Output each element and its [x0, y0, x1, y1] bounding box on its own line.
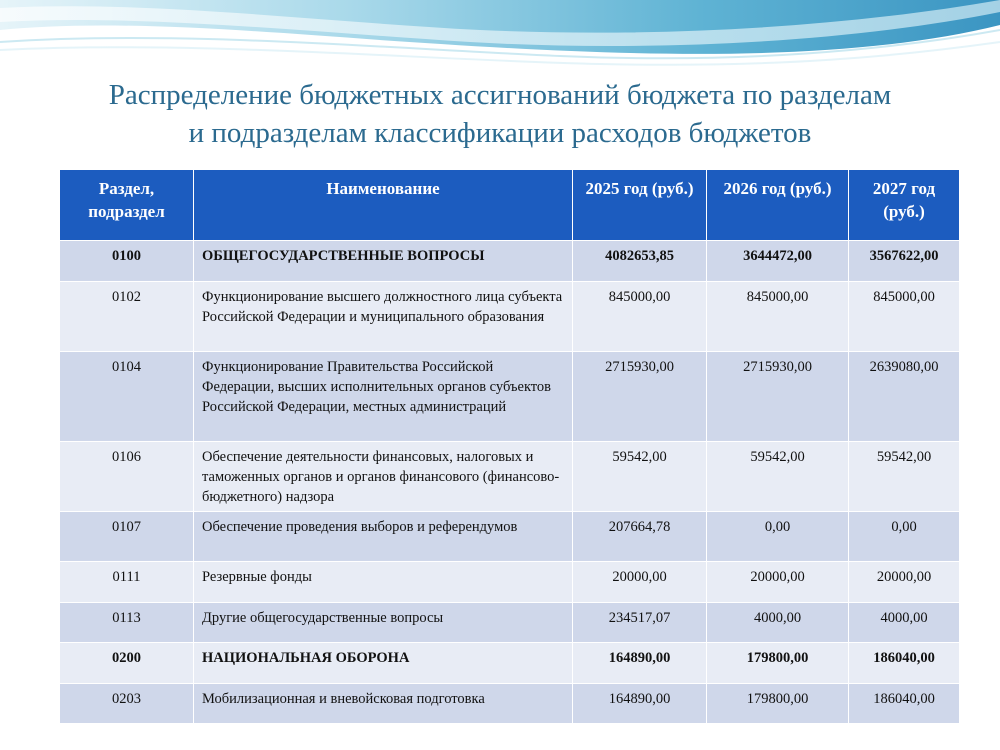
cell-code: 0111 [60, 562, 194, 603]
cell-2025: 4082653,85 [573, 241, 707, 282]
cell-2025: 164890,00 [573, 684, 707, 724]
budget-table [59, 169, 960, 724]
header-name: Наименование [194, 170, 573, 241]
cell-name: Мобилизационная и вневойсковая подготовка [194, 684, 573, 724]
cell-2027: 186040,00 [849, 684, 960, 724]
cell-2025: 207664,78 [573, 512, 707, 562]
cell-name: НАЦИОНАЛЬНАЯ ОБОРОНА [194, 643, 573, 684]
cell-name: Другие общегосударственные вопросы [194, 603, 573, 643]
cell-2027: 2639080,00 [849, 352, 960, 442]
cell-2026: 20000,00 [707, 562, 849, 603]
cell-2025: 845000,00 [573, 282, 707, 352]
cell-name: Резервные фонды [194, 562, 573, 603]
cell-name: Обеспечение деятельности финансовых, налоговых и таможенных органов и органов финансового (финансово-бюджетного) надзора [194, 442, 573, 512]
cell-2027: 20000,00 [849, 562, 960, 603]
table-row [60, 352, 960, 442]
cell-code: 0106 [60, 442, 194, 512]
table-row [60, 643, 960, 684]
cell-code: 0200 [60, 643, 194, 684]
title-line-1: Распределение бюджетных ассигнований бюджета по разделам [108, 79, 892, 111]
cell-name: Функционирование Правительства Российской Федерации, высших исполнительных органов субъектов Российской Федерации, местных администраций [194, 352, 573, 442]
table-row [60, 442, 960, 512]
cell-code: 0107 [60, 512, 194, 562]
table-row [60, 241, 960, 282]
header-2027: 2027 год (руб.) [849, 170, 960, 241]
cell-code: 0203 [60, 684, 194, 724]
cell-2026: 845000,00 [707, 282, 849, 352]
cell-2027: 845000,00 [849, 282, 960, 352]
cell-2025: 20000,00 [573, 562, 707, 603]
cell-name: ОБЩЕГОСУДАРСТВЕННЫЕ ВОПРОСЫ [194, 241, 573, 282]
cell-2027: 0,00 [849, 512, 960, 562]
cell-name: Функционирование высшего должностного лица субъекта Российской Федерации и муниципального образования [194, 282, 573, 352]
cell-2027: 3567622,00 [849, 241, 960, 282]
cell-2026: 3644472,00 [707, 241, 849, 282]
title-line-2: и подразделам классификации расходов бюджетов [188, 117, 812, 149]
cell-code: 0104 [60, 352, 194, 442]
cell-2026: 2715930,00 [707, 352, 849, 442]
cell-code: 0102 [60, 282, 194, 352]
table-row [60, 684, 960, 724]
table-header-row [60, 170, 960, 241]
table-row [60, 603, 960, 643]
wave-banner [0, 0, 1000, 80]
header-2026: 2026 год (руб.) [707, 170, 849, 241]
cell-code: 0113 [60, 603, 194, 643]
cell-name: Обеспечение проведения выборов и референдумов [194, 512, 573, 562]
cell-2025: 2715930,00 [573, 352, 707, 442]
cell-2027: 4000,00 [849, 603, 960, 643]
cell-2025: 59542,00 [573, 442, 707, 512]
cell-2026: 179800,00 [707, 684, 849, 724]
cell-2026: 4000,00 [707, 603, 849, 643]
table-row [60, 562, 960, 603]
header-2025: 2025 год (руб.) [573, 170, 707, 241]
table-row [60, 512, 960, 562]
cell-2025: 164890,00 [573, 643, 707, 684]
cell-2027: 59542,00 [849, 442, 960, 512]
header-code: Раздел, подраздел [60, 170, 194, 241]
page-title [0, 76, 1000, 152]
cell-2026: 59542,00 [707, 442, 849, 512]
cell-2027: 186040,00 [849, 643, 960, 684]
cell-2025: 234517,07 [573, 603, 707, 643]
cell-2026: 0,00 [707, 512, 849, 562]
cell-code: 0100 [60, 241, 194, 282]
cell-2026: 179800,00 [707, 643, 849, 684]
table-row [60, 282, 960, 352]
